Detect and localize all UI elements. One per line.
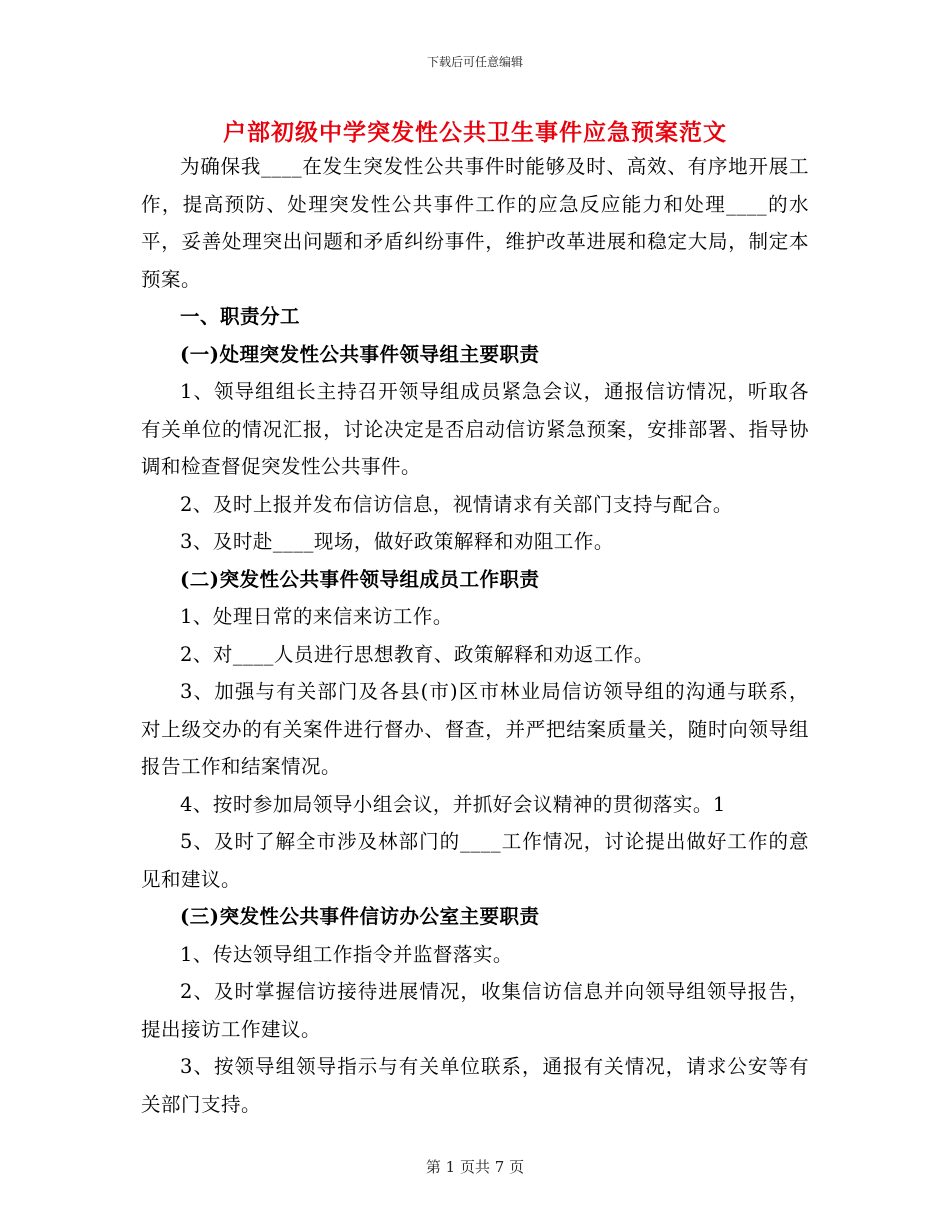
list-item: 2、及时掌握信访接待进展情况，收集信访信息并向领导组领导报告，提出接访工作建议。	[141, 980, 809, 1041]
section-heading: 一、职责分工	[180, 305, 301, 328]
subsection-heading: (三)突发性公共事件信访办公室主要职责	[180, 905, 540, 928]
page-footer: 第 1 页共 7 页	[425, 1158, 525, 1176]
list-item: 1、处理日常的来信来访工作。	[180, 605, 453, 628]
document-title: 户部初级中学突发性公共卫生事件应急预案范文	[223, 119, 727, 146]
document-body	[141, 148, 809, 1123]
header-note: 下载后可任意编辑	[426, 55, 523, 69]
list-item: 5、及时了解全市涉及林部门的____工作情况，讨论提出做好工作的意见和建议。	[141, 830, 809, 891]
list-item: 3、加强与有关部门及各县(市)区市林业局信访领导组的沟通与联系，对上级交办的有关案件进行督办、督查，并严把结案质量关，随时向领导组报告工作和结案情况。	[141, 680, 809, 778]
subsection-heading: (一)处理突发性公共事件领导组主要职责	[180, 342, 540, 366]
list-item: 1、领导组组长主持召开领导组成员紧急会议，通报信访情况，听取各有关单位的情况汇报，讨论决定是否启动信访紧急预案，安排部署、指导协调和检查督促突发性公共事件。	[141, 380, 809, 478]
list-item: 3、按领导组领导指示与有关单位联系，通报有关情况，请求公安等有关部门支持。	[141, 1055, 809, 1116]
list-item: 3、及时赴____现场，做好政策解释和劝阻工作。	[180, 530, 614, 553]
list-item: 2、及时上报并发布信访信息，视情请求有关部门支持与配合。	[180, 492, 733, 516]
intro-paragraph: 为确保我____在发生突发性公共事件时能够及时、高效、有序地开展工作，提高预防、处理突发性公共事件工作的应急反应能力和处理____的水平，妥善处理突出问题和矛盾纠纷事件，维护改革进展和稳定大局，制定本预案。	[141, 155, 809, 291]
list-item: 4、按时参加局领导小组会议，并抓好会议精神的贯彻落实。1	[180, 792, 726, 816]
list-item: 2、对____人员进行思想教育、政策解释和劝返工作。	[180, 642, 654, 666]
subsection-heading: (二)突发性公共事件领导组成员工作职责	[180, 567, 540, 591]
list-item: 1、传达领导组工作指令并监督落实。	[180, 942, 513, 966]
